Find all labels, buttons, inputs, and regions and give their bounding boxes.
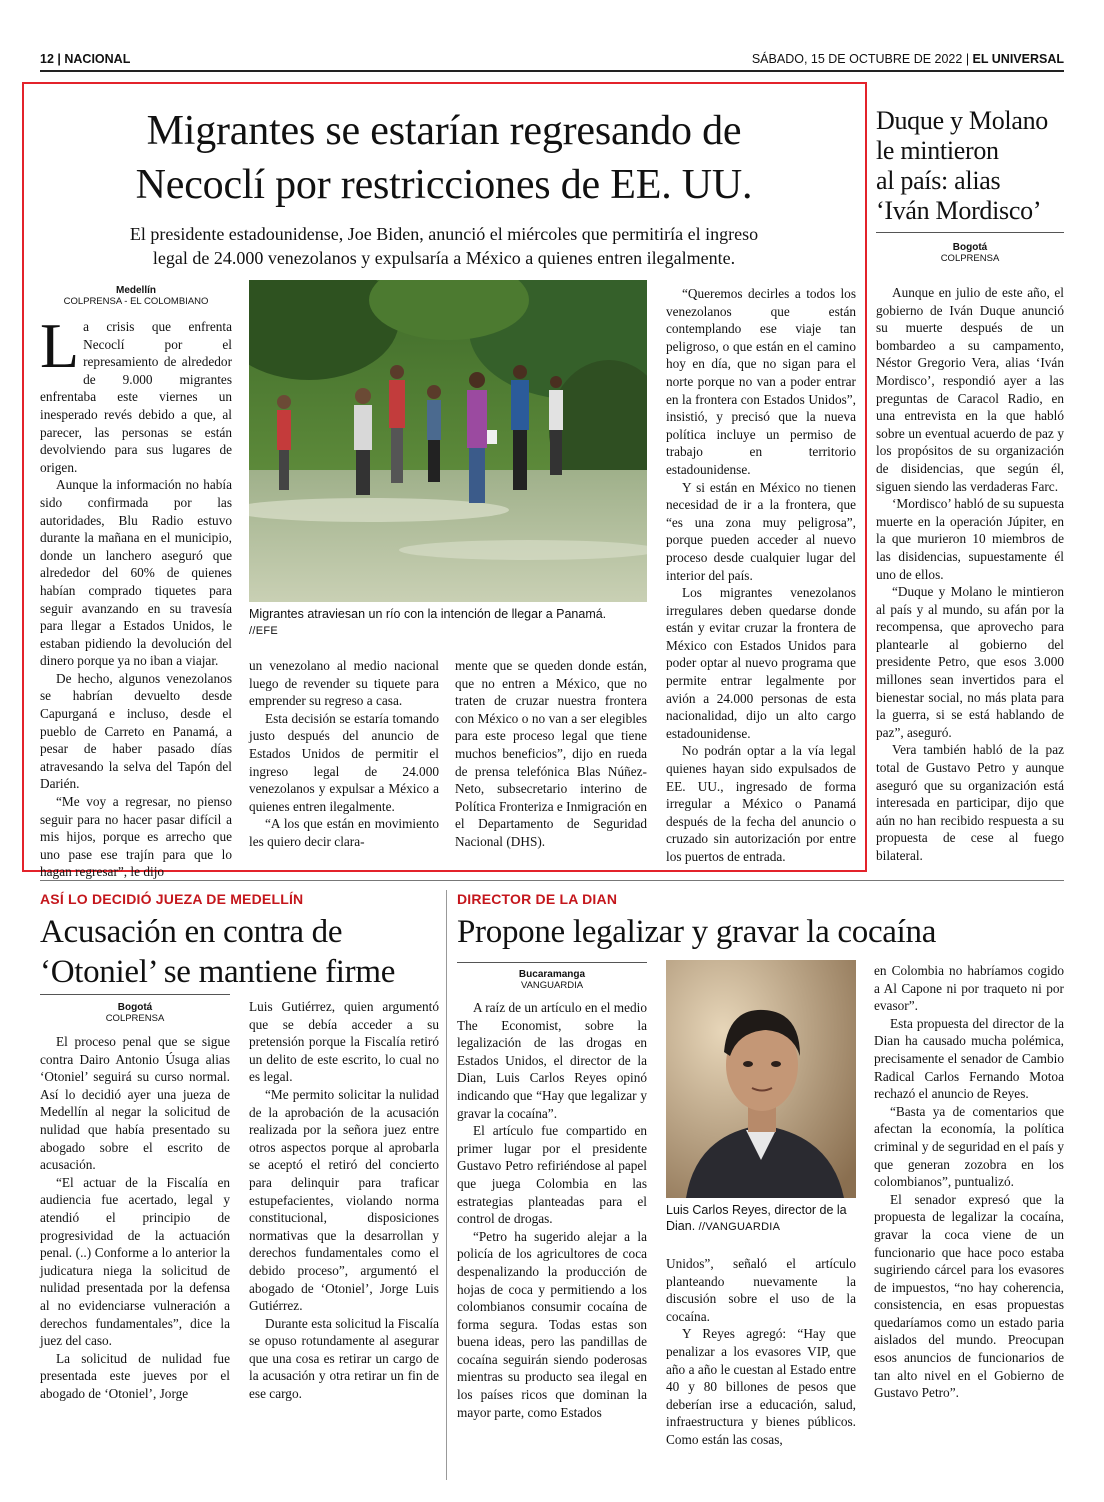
dian-dateline <box>457 969 647 991</box>
section-rule <box>40 880 1064 881</box>
main-headline <box>30 104 858 212</box>
otoniel-headline-line1: Acusación en contra de <box>40 914 343 950</box>
migrants-river-photo <box>249 280 647 602</box>
page-dateline: SÁBADO, 15 DE OCTUBRE DE 2022 | EL UNIVERSAL <box>751 52 1064 66</box>
dian-col3-para-3: “Basta ya de comentarios que afectan la economía, la política criminal y de seguridad en el país y que generan zozobra en los colombianos”, puntualizó. <box>874 1103 1064 1190</box>
reyes-portrait-illustration <box>666 960 856 1198</box>
side-headline-line4: ‘Iván Mordisco’ <box>876 196 1042 225</box>
side-para-2: ‘Mordisco’ habló de su supuesta muerte en la operación Júpiter, en la que murieron 10 miembros de las disidencias, supuestamente él uno de ellos. <box>876 496 1064 582</box>
otoniel-dateline-agency: COLPRENSA <box>105 1013 165 1024</box>
side-dateline <box>876 242 1064 264</box>
main-photo-caption <box>249 606 647 639</box>
reyes-photo-caption-text: Luis Carlos Reyes, director de la Dian. <box>666 1203 847 1233</box>
side-dateline-city: Bogotá <box>952 242 988 253</box>
dian-col1-para-2: El artículo fue compartido en primer lugar por el presidente Gustavo Petro refiriéndose al papel que juega Colombia en las estrategias planteadas para el control de drogas. <box>457 1123 647 1227</box>
main-dateline-city: Medellín <box>115 285 156 296</box>
dian-col3-para-4: El senador expresó que la propuesta de legalizar la cocaína, gravar la coca viene de un funcionario que hace poco estaba sugiriendo cárcel para los evasores de impuestos, “no hay coherencia, consistencia, en esas propuestas quedaríamos como un estado paria aislados del mundo. Preocupan esos anuncios de funcionarios de tan alto nivel en el Gobierno de Gustavo Petro”. <box>874 1191 1064 1401</box>
header-rule <box>40 70 1064 72</box>
otoniel-headline <box>40 912 440 992</box>
main-headline-line2: Necoclí por restricciones de EE. UU. <box>135 162 753 208</box>
drop-cap: L <box>40 310 80 381</box>
side-headline-line1: Duque y Molano <box>876 106 1048 135</box>
otoniel-dateline <box>40 1002 230 1024</box>
dian-kicker: DIRECTOR DE LA DIAN <box>457 891 618 907</box>
main-col1-para-1 <box>40 310 232 476</box>
main-headline-line1: Migrantes se estarían regresando de <box>146 108 742 154</box>
main-column-1 <box>40 310 232 881</box>
page-folio: 12 | NACIONAL <box>40 52 131 66</box>
otoniel-column-2 <box>249 998 439 1403</box>
main-deck <box>30 222 858 270</box>
main-col2-para-3: “A los que están en movimiento les quiero decir clara- <box>249 816 439 849</box>
main-col4-para-2: Y si están en México no tienen necesidad de ir a la frontera, que “es una zona muy peligrosa”, porque pueden acceder al nuevo proceso desde cualquier lugar del interior del país. <box>666 479 856 583</box>
otoniel-col1-para-1: El proceso penal que se sigue contra Dairo Antonio Úsuga alias ‘Otoniel’ seguirá su curso normal. Así lo decidió ayer una jueza de Medellín al negar la solicitud de nulidad que había presentado su abogado sobre el escrito de acusación. <box>40 1034 230 1173</box>
side-column <box>876 284 1064 865</box>
otoniel-col2-para-3: Durante esta solicitud la Fiscalía se opuso rotundamente al asegurar que una cosa es retirar un cargo de la acusación y otra retirar un fin de ese cargo. <box>249 1315 439 1402</box>
main-photo-caption-text: Migrantes atraviesan un río con la intención de llegar a Panamá. <box>249 607 607 621</box>
main-column-4 <box>666 285 856 866</box>
side-para-1: Aunque en julio de este año, el gobierno de Iván Duque anunció su muerte después de un bombardeo a su campamento, Néstor Gregorio Vera, alias ‘Iván Mordisco’, respondió ayer a las preguntas de Caracol Radio, en una entrevista en la que habló sobre un eventual acuerdo de paz y los propósitos de su organización de disidencias, que según él, siguen siendo las verdaderas Farc. <box>876 285 1064 494</box>
dian-dateline-city: Bucaramanga <box>518 969 586 980</box>
otoniel-dateline-city: Bogotá <box>117 1002 153 1013</box>
main-col4-para-1: “Queremos decirles a todos los venezolanos que están contemplando ese viaje tan peligroso, o que están en el camino hoy en día, que no sigan para el norte porque no van a poder entrar en la frontera con Estados Unidos”, insistió, y precisó que la nueva política incluye un permiso de trabajo en territorio estadounidense. <box>666 286 856 477</box>
dian-column-1 <box>457 999 647 1421</box>
dian-dateline-agency: VANGUARDIA <box>520 980 584 991</box>
reyes-photo-caption <box>666 1202 856 1235</box>
dian-col2-para-2: Y Reyes agregó: “Hay que penalizar a los evasores VIP, que año a año le cuestan al Estado entre 40 y 80 billones de pesos que deberían irse a educación, salud, infraestructura y bienes públicos. Como están las cosas, <box>666 1326 856 1447</box>
main-photo-credit: //EFE <box>249 625 279 637</box>
main-deck-line2: legal de 24.000 venezolanos y expulsaría a México a quienes entren ilegalmente. <box>152 248 736 268</box>
otoniel-col1-para-2: “El actuar de la Fiscalía en audiencia fue acertado, legal y atendió el principio de progresividad de la actuación penal. (..) Conforme a lo anterior la judicatura niega la solicitud de nulidad presentada por la defensa al no evidenciarse vulneración a derechos fundamentales”, dice la juez del caso. <box>40 1174 230 1349</box>
main-col2-para-1: un venezolano al medio nacional luego de revender su tiquete para emprender su regreso a casa. <box>249 658 439 709</box>
side-headline-line2: le mintieron <box>876 136 999 165</box>
dian-col2-para-1: Unidos”, señaló el artículo planteando nuevamente la discusión sobre el uso de la cocaína. <box>666 1256 856 1324</box>
migrants-photo-illustration <box>249 280 647 602</box>
main-col1-para-1-text: a crisis que enfrenta Necoclí por el represamiento de alrededor de 9.000 migrantes enfrentaba este viernes un inesperado revés debido a que, al parecer, las personas se están devolviendo para sus lugares de origen. <box>40 319 232 475</box>
dian-col3-para-1: en Colombia no habríamos cogido a Al Capone ni por traqueto ni por evasor”. <box>874 963 1064 1014</box>
otoniel-rule <box>40 994 230 995</box>
main-column-3 <box>455 657 647 851</box>
main-col3-para-1: mente que se queden donde están, que no entren a México, que no traten de cruzar nuestra frontera con México o no van a ser elegibles para este proceso legal que tiene muchos beneficios”, dijo en rueda de prensa telefónica Blas Núñez-Neto, subsecretario interino de Política Fronteriza e Inmigración en el Departamento de Seguridad Nacional (DHS). <box>455 658 647 849</box>
side-headline-line3: al país: alias <box>876 166 1001 195</box>
reyes-photo-credit: //VANGUARDIA <box>698 1221 781 1233</box>
side-para-3: “Duque y Molano le mintieron al país y al mundo, su afán por la recompensa, que aprovecho para plantearle al gobierno del presidente Petro, que esos 3.000 millones sean invertidos para el bienestar social, no más plata para la guerra, si se está hablando de paz”, aseguró. <box>876 584 1064 740</box>
dian-col3-para-2: Esta propuesta del director de la Dian ha causado mucha polémica, precisamente el senador de Cambio Radical Carlos Fernando Motoa rechazó el anuncio de Reyes. <box>874 1015 1064 1102</box>
main-col2-para-2: Esta decisión se estaría tomando justo después del anuncio de Estados Unidos de permitir el ingreso legal de 24.000 venezolanos y expulsar a México a quienes entren ilegalmente. <box>249 710 439 814</box>
main-col1-para-4: “Me voy a regresar, no pienso seguir para no hacer pasar difícil a mis hijos, porque es arrecho que uno pase ese trajín para que lo hagan regresar”, le dijo <box>40 794 232 880</box>
otoniel-col2-para-2: “Me permito solicitar la nulidad de la aprobación de la acusación realizada por la señora juez entre otros aspectos porque al aprobarla se aceptó el retiró del concierto para delinquir para traficar estupefacientes, violando norma constitucional, disposiciones normativas que la desarrollan y derechos fundamentales como el debido proceso”, argumentó el abogado de ‘Otoniel’, Jorge Luis Gutiérrez. <box>249 1086 439 1314</box>
reyes-portrait-photo <box>666 960 856 1198</box>
main-col1-para-3: De hecho, algunos venezolanos se habrían devuelto desde Capurganá e incluso, desde el pueblo de Carreto en Panamá, a pesar de haber pasado días atravesando la selva del Tapón del Darién. <box>40 670 232 792</box>
dian-column-3 <box>874 962 1064 1402</box>
section-name: NACIONAL <box>64 52 131 66</box>
main-column-2 <box>249 657 439 851</box>
otoniel-column-1 <box>40 1033 230 1402</box>
side-para-4: Vera también habló de la paz total de Gustavo Petro y aunque aseguró que su organización está interesada en participar, dijo que aún no han recibido respuesta a su propuesta de cese al fuego bilateral. <box>876 742 1064 863</box>
page-number: 12 <box>40 52 54 66</box>
newspaper-name: EL UNIVERSAL <box>972 52 1064 66</box>
main-col4-para-4: No podrán optar a la vía legal quienes hayan sido expulsados de EE. UU., ingresado de forma irregular a México o Panamá después de la fecha del anuncio o cruzado sin autorización por entre los puertos de entrada. <box>666 743 856 864</box>
otoniel-col2-para-1: Luis Gutiérrez, quien argumentó que se debía acceder a su pretensión porque la Fiscalía retiró un delito de este escrito, lo cual no es legal. <box>249 999 439 1085</box>
issue-date: SÁBADO, 15 DE OCTUBRE DE 2022 <box>751 52 963 66</box>
main-col4-para-3: Los migrantes venezolanos irregulares deben quedarse donde están y evitar cruzar la frontera de México con Estados Unidos para poder optar al nuevo programa que permite entrar legalmente por avión a 24.000 personas de esta nacionalidad, dijo un alto cargo estadounidense. <box>666 585 856 741</box>
side-rule <box>876 232 1064 233</box>
otoniel-kicker: ASÍ LO DECIDIÓ JUEZA DE MEDELLÍN <box>40 891 304 907</box>
main-dateline-agency: COLPRENSA - EL COLOMBIANO <box>63 296 209 307</box>
dian-col1-para-3: “Petro ha sugerido alejar a la policía de los agricultores de coca despenalizando la producción de hojas de coca y permitiendo a los colombianos consumir cocaína de forma segura. Todas estas son buena ideas, pero las pandillas de cocaína seguirán siendo poderosas mientras su producto sea ilegal en los países ricos que dominan la mayor parte, como Estados <box>457 1228 647 1420</box>
dian-rule <box>457 962 647 963</box>
dian-col1-para-1: A raíz de un artículo en el medio The Economist, sobre la legalización de las drogas en Estados Unidos, el director de la Dian, Luis Carlos Reyes opinó indicando que “Hay que legalizar y gravar la cocaína”. <box>457 1000 647 1121</box>
side-headline <box>876 106 1068 226</box>
dian-column-2 <box>666 1255 856 1449</box>
otoniel-col1-para-3: La solicitud de nulidad fue presentada este jueves por el abogado de ‘Otoniel’, Jorge <box>40 1350 230 1401</box>
side-dateline-agency: COLPRENSA <box>940 253 1000 264</box>
main-col1-para-2: Aunque la información no había sido confirmada por las autoridades, Blu Radio estuvo durante la mañana en el municipio, donde un lanchero aseguró que alrededor del 60% de quienes habían comprado tiquetes para seguir avanzando en su travesía para llegar a Estados Unidos, le estaban pidiendo la devolución del dinero porque ya no iban a viajar. <box>40 477 232 669</box>
column-divider <box>446 890 447 1480</box>
main-deck-line1: El presidente estadounidense, Joe Biden, anunció el miércoles que permitiría el ingreso <box>129 224 759 244</box>
otoniel-headline-line2: ‘Otoniel’ se mantiene firme <box>40 954 396 990</box>
main-dateline <box>40 285 232 307</box>
dian-headline: Propone legalizar y gravar la cocaína <box>457 914 937 950</box>
